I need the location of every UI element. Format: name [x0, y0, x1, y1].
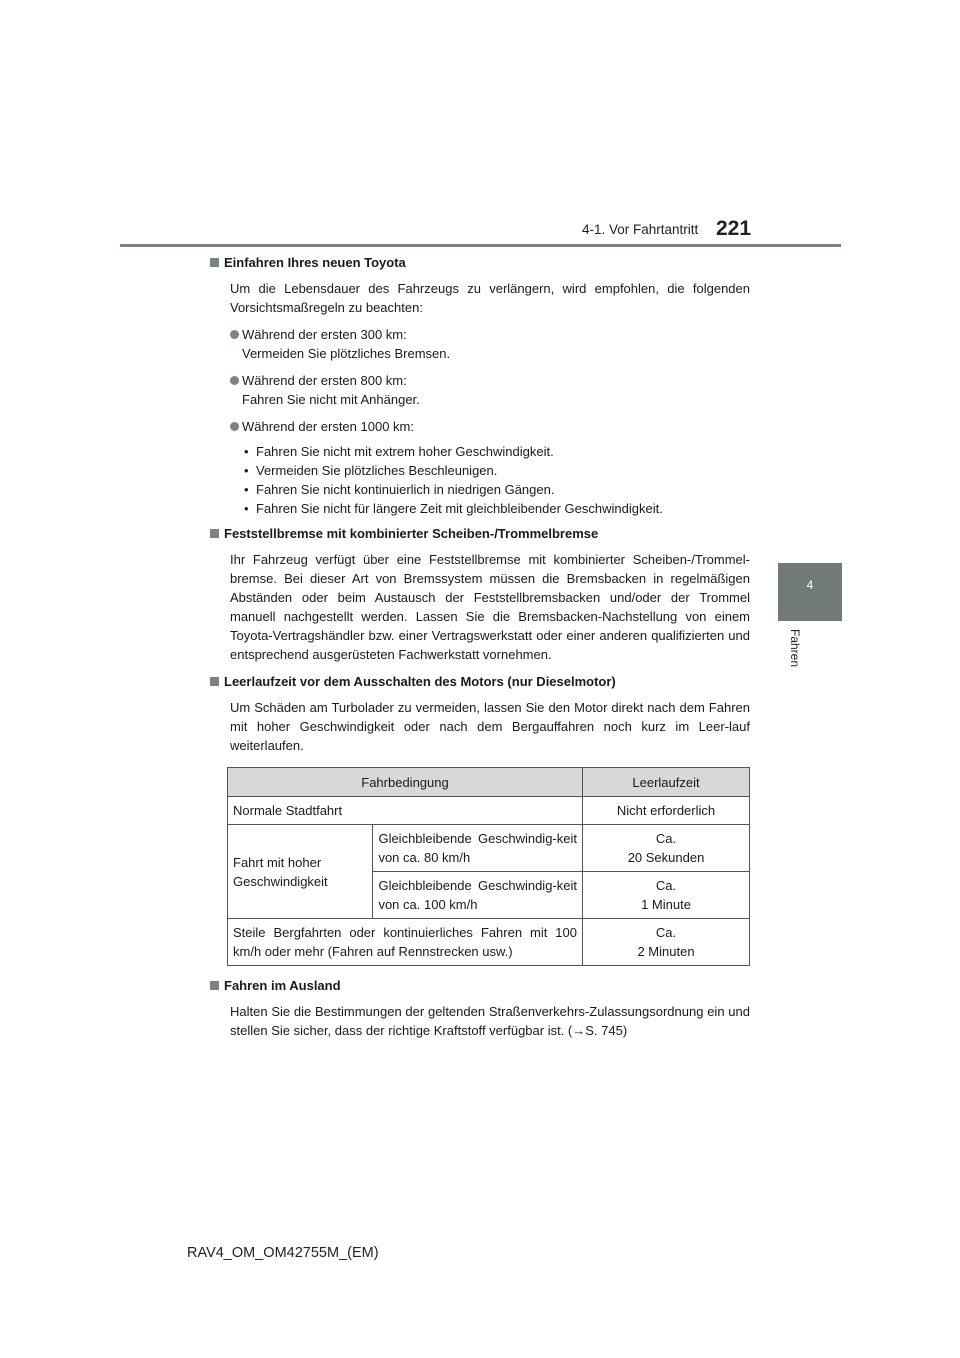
round-bullet-icon [230, 330, 239, 339]
square-bullet-icon [210, 981, 219, 990]
column-header-idle-time: Leerlaufzeit [583, 768, 750, 797]
table-cell: Ca. 1 Minute [583, 872, 750, 919]
table-cell: Steile Bergfahrten oder kontinuierliches Fahren mit 100 km/h oder mehr (Fahren auf Rennstrecken usw.) [228, 919, 583, 966]
table-cell: Nicht erforderlich [583, 797, 750, 825]
table-cell: Ca. 20 Sekunden [583, 825, 750, 872]
table-row [228, 919, 750, 966]
round-bullet-icon [230, 376, 239, 385]
abroad-body: Halten Sie die Bestimmungen der geltenden Straßenverkehrs-Zulassungsordnung ein und stellen Sie sicher, dass der richtige Kraftstoff verfügbar ist. (→S. 745) [230, 1004, 750, 1038]
table-header-row [228, 768, 750, 797]
table-cell: Gleichbleibende Geschwindig-keit von ca. 100 km/h [373, 872, 583, 919]
sub-list-item: • Vermeiden Sie plötzliches Beschleunigen. [244, 461, 750, 480]
round-bullet-icon [230, 422, 239, 431]
table-cell: Fahrt mit hoher Geschwindigkeit [228, 825, 373, 919]
sub-list-item: • Fahren Sie nicht mit extrem hoher Geschwindigkeit. [244, 442, 750, 461]
chapter-tab[interactable] [778, 563, 842, 621]
square-bullet-icon [210, 258, 219, 267]
idle-time-table [227, 767, 750, 966]
chapter-label: Fahren [788, 629, 802, 668]
table-cell: Normale Stadtfahrt [228, 797, 583, 825]
section-heading-break-in: Einfahren Ihres neuen Toyota [210, 253, 750, 272]
square-bullet-icon [210, 529, 219, 538]
page-number: 221 [716, 217, 752, 240]
sub-list-item: • Fahren Sie nicht für längere Zeit mit gleichbleibender Geschwindigkeit. [244, 499, 750, 518]
list-item: Während der ersten 300 km: Vermeiden Sie plötzliches Bremsen. [230, 325, 750, 363]
column-header-condition: Fahrbedingung [228, 768, 583, 797]
break-in-intro: Um die Lebensdauer des Fahrzeugs zu verlängern, wird empfohlen, die folgenden Vorsichtsmaßregeln zu beachten: [230, 281, 750, 315]
chapter-number: 4 [806, 578, 814, 592]
square-bullet-icon [210, 677, 219, 686]
section-heading-idle-time: Leerlaufzeit vor dem Ausschalten des Motors (nur Dieselmotor) [210, 672, 750, 691]
table-cell: Gleichbleibende Geschwindig-keit von ca. 80 km/h [373, 825, 583, 872]
document-code: RAV4_OM_OM42755M_(EM) [187, 1245, 379, 1261]
parking-brake-body: Ihr Fahrzeug verfügt über eine Feststellbremse mit kombinierter Scheiben-/Trommel-bremse. Bei dieser Art von Bremssystem müssen die Bremsbacken in regelmäßigen Abständen oder beim Austausch der Feststellbremsbacken und/oder der Trommel manuell nachgestellt werden. Lassen Sie die Bremsbacken-Nachstellung von einem Toyota-Vertragshändler bzw. einer Vertragswerkstatt oder einer anderen qualifizierten und entsprechend ausgerüsteten Fachwerkstatt vornehmen. [230, 552, 750, 662]
section-heading-abroad: Fahren im Ausland [210, 976, 750, 995]
section-heading-parking-brake: Feststellbremse mit kombinierter Scheiben-/Trommelbremse [210, 524, 750, 543]
running-header-section: 4-1. Vor Fahrtantritt [582, 222, 699, 237]
list-item: Während der ersten 1000 km: [230, 417, 750, 436]
sub-list [244, 442, 750, 518]
table-row [228, 797, 750, 825]
list-item: Während der ersten 800 km: Fahren Sie nicht mit Anhänger. [230, 371, 750, 409]
table-cell: Ca. 2 Minuten [583, 919, 750, 966]
header-divider [120, 244, 841, 247]
sub-list-item: • Fahren Sie nicht kontinuierlich in niedrigen Gängen. [244, 480, 750, 499]
idle-time-body: Um Schäden am Turbolader zu vermeiden, lassen Sie den Motor direkt nach dem Fahren mit hoher Geschwindigkeit oder nach dem Bergauffahren noch kurz im Leer-lauf weiterlaufen. [230, 700, 750, 753]
page-content [210, 253, 750, 1048]
table-row [228, 825, 750, 872]
